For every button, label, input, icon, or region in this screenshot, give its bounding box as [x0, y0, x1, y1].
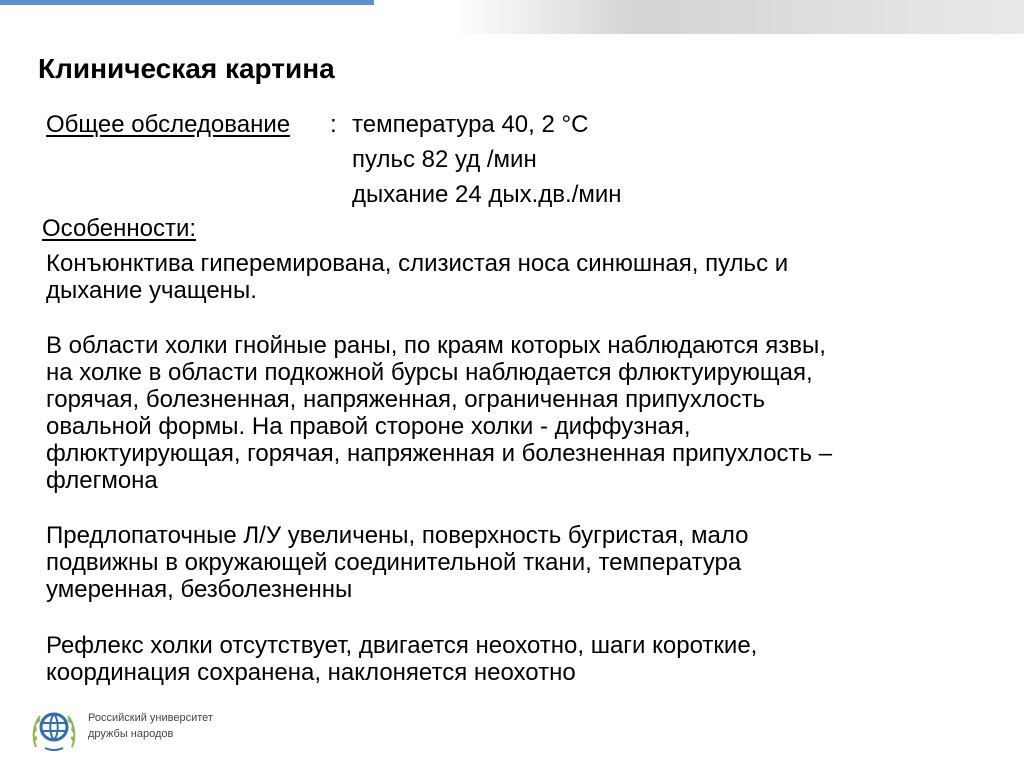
paragraph-line: флюктуирующая, горячая, напряженная и болезненная припухлость – — [46, 440, 833, 467]
exam-colon: : — [330, 111, 337, 138]
paragraph-line: на холке в области подкожной бурсы наблюдается флюктуирующая, — [46, 359, 813, 386]
university-name-line: дружбы народов — [88, 728, 174, 740]
university-name — [88, 710, 213, 742]
vital-temperature: температура 40, 2 °С — [352, 111, 589, 138]
paragraph-line: подвижны в окружающей соединительной ткани, температура — [46, 549, 742, 576]
paragraph-line: умеренная, безболезненны — [46, 576, 353, 603]
header-band — [0, 0, 1024, 34]
paragraph-line: координация сохранена, наклоняется неохотно — [46, 659, 576, 686]
paragraph-line: флегмона — [46, 467, 158, 494]
vital-respiration: дыхание 24 дых.дв./мин — [352, 181, 622, 208]
paragraph-line: Рефлекс холки отсутствует, двигается неохотно, шаги короткие, — [46, 632, 758, 659]
paragraph-line: Предлопаточные Л/У увеличены, поверхность бугристая, мало — [46, 522, 749, 549]
features-label: Особенности: — [42, 215, 197, 242]
vital-pulse: пульс 82 уд /мин — [352, 146, 537, 173]
university-name-line: Российский университет — [88, 712, 213, 724]
paragraph-reflex — [46, 632, 757, 686]
vitals-list — [352, 110, 622, 215]
paragraph-line: Конъюнктива гиперемирована, слизистая носа синюшная, пульс и — [46, 250, 789, 277]
paragraph-lymph-nodes — [46, 522, 749, 603]
paragraph-withers — [46, 332, 832, 494]
header-accent-line — [0, 0, 374, 5]
paragraph-line: дыхание учащены. — [46, 277, 257, 304]
slide-title: Клиническая картина — [38, 53, 335, 84]
exam-label: Общее обследование — [46, 111, 291, 138]
paragraph-line: В области холки гнойные раны, по краям которых наблюдаются язвы, — [46, 332, 826, 359]
paragraph-conjunctiva — [46, 250, 788, 304]
paragraph-line: овальной формы. На правой стороне холки - диффузная, — [46, 413, 691, 440]
university-emblem-icon — [28, 703, 80, 753]
paragraph-line: горячая, болезненная, напряженная, ограниченная припухлость — [46, 386, 765, 413]
